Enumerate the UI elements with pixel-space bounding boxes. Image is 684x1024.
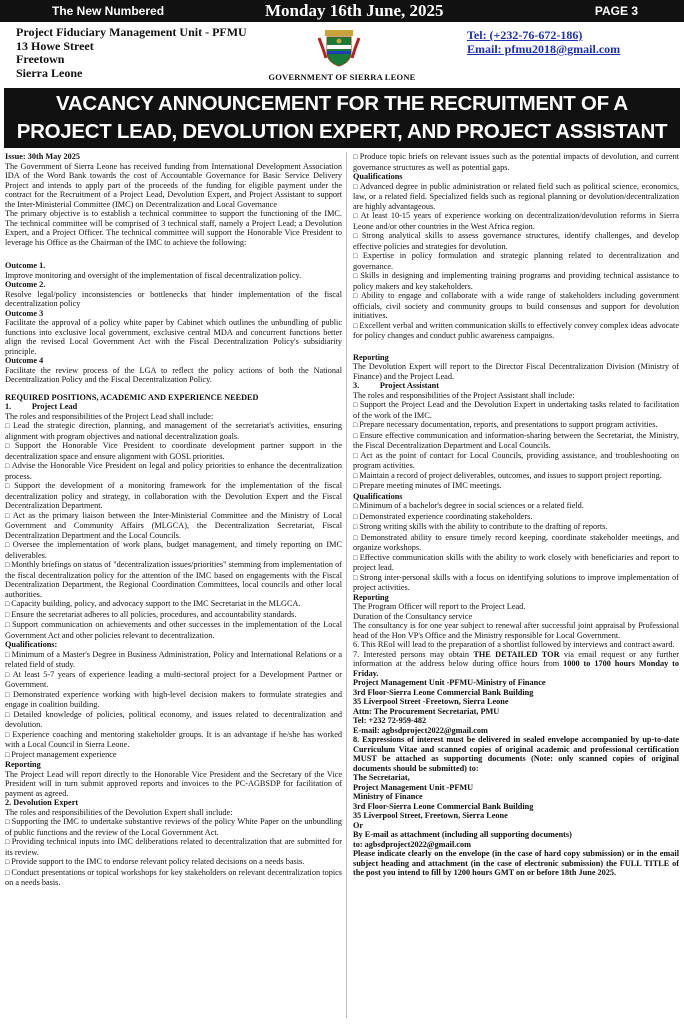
tor-paragraph: 7. Interested persons may obtain THE DETAILED TOR via email request or any further information at the address below during office hours from 1000 to 1700 hours Monday to Friday. [353, 649, 679, 678]
list-item: □ Prepare meeting minutes of IMC meetings. [353, 481, 679, 492]
list-item: □ Demonstrated experience coordinating stakeholders. [353, 512, 679, 523]
project-lead-heading: 1. Project Lead [5, 402, 78, 411]
column-divider [346, 152, 347, 1018]
outcome-3-heading: Outcome 3 [5, 308, 44, 318]
list-item: □ Project management experience [5, 750, 342, 761]
list-item: □ Advise the Honorable Vice President on legal and policy priorities to enhance the decentralization process. [5, 461, 342, 481]
outcome-3-text: Facilitate the approval of a policy white paper by Cabinet which outlines the unbundling of public functions into exclusive local government, exclusive central MDA and concurrent functions better align the revised Local Government Act with the Fiscal Decentralization Policy's subsidiarity principle. [5, 318, 342, 356]
list-item: □ Demonstrated experience working with high-level decision makers to formulate strategies and engage in coalition building. [5, 690, 342, 710]
outcome-4-heading: Outcome 4 [5, 356, 44, 365]
newspaper-name: The New Numbered [52, 4, 165, 18]
list-item: □ Ensure effective communication and information-sharing between the Secretariat, the Ministry, the Fiscal Decentralization Department and Local Councils. [353, 431, 679, 451]
list-item: □ Support the development of a monitoring framework for the implementation of the fiscal decentralization policy and strategy, in collaboration with the Devolution Expert and the Fiscal Decentralization Department. [5, 481, 342, 511]
outcome-1-text: Improve monitoring and oversight of the implementation of fiscal decentralization policy. [5, 270, 302, 280]
list-item: □ Support the Honorable Vice President to coordinate development partner support in the decentralization space and ensure alignment with GOSL priorities. [5, 441, 342, 461]
project-assistant-qualifications-heading: Qualifications [353, 491, 403, 501]
list-item: □ Ensure the secretariat adheres to all policies, procedures, and accountability standards. [5, 610, 342, 621]
devolution-expert-reporting-heading: Reporting [353, 352, 389, 362]
list-item: □ Lead the strategic direction, planning, and management of the secretariat's activities, ensuring alignment with program objectives and national decentralization goals. [5, 421, 342, 441]
list-item: □ Minimum of a Master's Degree in Business Administration, Policy and International Relations or a related field of study. [5, 650, 342, 670]
pmu-telephone: Tel: +232 72-959-482 [353, 716, 427, 725]
issue-line: Issue: 30th May 2025 [5, 152, 80, 161]
project-assistant-intro: The roles and responsibilities of the Project Assistant shall include: [353, 390, 575, 400]
submission-paragraph: 8. Expressions of interest must be delivered in sealed envelope accompanied by up-to-date Curriculum Vitae and scanned copies of original academic and professional certification MUST be attached as supporting documents (Note: only scanned copies of original documents should be submitted) to: [353, 735, 679, 773]
duration-heading: Duration of the Consultancy service [353, 611, 473, 621]
outcome-1-heading: Outcome 1. [5, 261, 46, 270]
contact-info [467, 28, 620, 56]
submission-email[interactable]: to: agbsdproject2022@gmail.com [353, 839, 471, 849]
list-item: □ Advanced degree in public administration or related field such as political science, economics, law, or a related field. Specialized fields such as regional planning or devolution/decentralization are highly advantageous. [353, 182, 679, 212]
list-item: □ Skills in designing and implementing training programs and providing technical assistance to policy makers and key stakeholders. [353, 271, 679, 291]
outcome-2-heading: Outcome 2. [5, 280, 46, 289]
list-item: □ Provide support to the IMC to endorse relevant policy related decisions on a needs basis. [5, 857, 342, 868]
project-assistant-reporting-text: The Program Officer will report to the Project Lead. [353, 602, 526, 611]
devolution-expert-heading: 2. Devolution Expert [5, 798, 79, 807]
vacancy-title-banner: VACANCY ANNOUNCEMENT FOR THE RECRUITMENT OF A PROJECT LEAD, DEVOLUTION EXPERT, AND PROJECT ASSISTANT [4, 88, 680, 148]
project-lead-intro: The roles and responsibilities of the Project Lead shall include: [5, 411, 214, 421]
list-item: □ Expertise in policy formulation and strategic planning related to decentralization and governance. [353, 251, 679, 271]
outcome-2-text: Resolve legal/policy inconsistencies or bottlenecks that hinder implementation of the fiscal decentralization policy [5, 289, 342, 308]
list-item: □ Strong analytical skills to assess governance structures, identify challenges, and develop effective policies and strategies for devolution. [353, 231, 679, 251]
telephone-link[interactable]: Tel: (+232-76-672-186) [467, 28, 583, 42]
list-item: □ Oversee the implementation of work plans, budget management, and timely reporting on IMC deliverables. [5, 540, 342, 560]
list-item: □ Supporting the IMC to undertake substantive reviews of the policy White Paper on the unbundling of public functions and the review of the Local Government Act. [5, 817, 342, 837]
list-item: □ Act as the primary liaison between the Inter-Ministerial Committee and the Ministry of Local Government and Community Affairs (MLGCA), the Decentralization Secretariat, Fiscal Decentralization Department and the Local Councils. [5, 511, 342, 541]
intro-paragraph: The Government of Sierra Leone has received funding from International Development Association IDA of the Word Bank towards the cost of Accountable Governance for Basic Service Delivery Project and intends to apply part of the proceeds of the funding for eligible payment under the contract for the Recruitment of a Project Lead, Devolution Expert, and Project Assistant to support the Inter-Ministerial Committee (IMC) on Decentralization and Local Governance [5, 161, 342, 209]
deadline-paragraph: Please indicate clearly on the envelope (in the case of hard copy submission) or in the email subject heading and attachment (in the case of electronic submission) the FULL TITLE of the post you intend to fill by 1200 hours GMT on or before 18th June 2025. [353, 849, 679, 877]
list-item: □ Minimum of a bachelor's degree in social sciences or a related field. [353, 501, 679, 512]
list-item: □ Monthly briefings on status of "decentralization issues/priorities" stemming from implementation of the fiscal decentralization policy for the attention of the IMC based on engagements with the Fiscal Decentralization Department, the Regional Coordination Committees, local councils and other local authorities. [5, 560, 342, 599]
letterhead [0, 22, 684, 88]
list-item: □ Prepare necessary documentation, reports, and presentations to support program activities. [353, 420, 679, 431]
list-item: □ Support the Project Lead and the Devolution Expert in undertaking tasks related to facilitation of the work of the IMC. [353, 400, 679, 420]
outcome-4-text: Facilitate the review process of the LGA to reflect the policy actions of both the National Decentralization Policy and the Fiscal Decentralization Policy. [5, 365, 342, 384]
list-item: □ Strong writing skills with the ability to contribute to the drafting of reports. [353, 522, 679, 533]
coat-of-arms-icon [317, 28, 361, 68]
positions-heading: REQUIRED POSITIONS, ACADEMIC AND EXPERIENCE NEEDED [5, 392, 259, 402]
page-number: PAGE 3 [594, 4, 638, 18]
shortlist-paragraph: 6. This REoI will lead to the preparation of a shortlist followed by interviews and contract award. [353, 640, 675, 649]
pmu-email[interactable]: E-mail: agbsdproject2022@gmail.com [353, 725, 488, 735]
devolution-expert-qualifications-heading: Qualifications [353, 172, 403, 181]
list-item: □ Capacity building, policy, and advocacy support to the IMC Secretariat in the MLGCA. [5, 599, 342, 610]
email-submission-line: By E-mail as attachment (including all supporting documents) [353, 830, 572, 839]
list-item: □ Ability to engage and collaborate with a wide range of stakeholders including government officials, civil society and community groups to build consensus and support for devolution initiatives. [353, 291, 679, 321]
project-lead-reporting-heading: Reporting [5, 760, 41, 769]
pmu-address: Project Management Unit -PFMU-Ministry of Finance 3rd Floor-Sierra Leone Commercial Bank Building 35 Liverpool Street -Freetown, Sierra Leone Attn: The Procurement Secretariat, PMU Tel: +232 72-959-482 E-mail: agbsdproject2022@gmail.com [353, 678, 679, 735]
list-item: □ Demonstrated ability to ensure timely record keeping, coordinate stakeholder meetings, and organize workshops. [353, 533, 679, 553]
masthead-bar [0, 0, 684, 22]
devolution-expert-reporting-text: The Devolution Expert will report to the Director Fiscal Decentralization Division (Ministry of Finance) and the Project Lead. [353, 362, 679, 381]
issue-date: Monday 16th June, 2025 [265, 1, 444, 20]
list-item: □ Support communication on achievements and other successes in the implementation of the Local Government Act and other policies relevant to decentralization. [5, 620, 342, 640]
left-column [5, 152, 342, 888]
list-item: □ At least 5-7 years of experience leading a multi-sectoral project for a Development Partner or Government. [5, 670, 342, 690]
objective-paragraph: The primary objective is to establish a technical committee to support the functioning of the IMC. The technical committee will be comprised of 3 technical staff, namely a Project Lead; a Devolution Expert, and a Project Officer. The technical committee will support the Honorable Vice President to leverage his Office as the Chairman of the IMC to achieve the following: [5, 209, 342, 247]
project-assistant-reporting-heading: Reporting [353, 592, 389, 602]
project-lead-reporting-text: The Project Lead will report directly to the Honorable Vice President and the Secretary of the Vice President will in turn submit approved reports and invoices to the PC-AGBSDP for facilitation of payment as agreed. [5, 769, 342, 798]
list-item: □ Providing technical inputs into IMC deliberations related to decentralization that are submitted for its review. [5, 837, 342, 857]
secretariat-address: The Secretariat, Project Management Unit -PFMU Ministry of Finance 3rd Floor-Sierra Leone Commercial Bank Building 35 Liverpool Street, Freetown, Sierra Leone Or By E-mail as attachment (including all supporting documents) to: agbsdproject2022@gmail.com [353, 773, 679, 849]
government-label: GOVERNMENT OF SIERRA LEONE [268, 72, 416, 82]
list-item: □ Conduct presentations or topical workshops for key stakeholders on relevant decentralization topics on a needs basis. [5, 868, 342, 888]
list-item: □ Excellent verbal and written communication skills to effectively convey complex ideas advocate for policy changes and conduct public awareness campaigns. [353, 321, 679, 341]
right-column [353, 152, 679, 878]
list-item: □ Effective communication skills with the ability to work closely with beneficiaries and report to project lead. [353, 553, 679, 573]
sender-address: Project Fiduciary Management Unit - PFMU 13 Howe Street Freetown Sierra Leone [16, 25, 247, 80]
list-item: □ Maintain a record of project deliverables, outcomes, and issues to support project reporting. [353, 471, 679, 482]
list-item: □ Detailed knowledge of policies, political economy, and issues related to decentralization and devolution. [5, 710, 342, 730]
duration-text: The consultancy is for one year subject to renewal after successful joint appraisal by Professional head of the Hon VP's Office and the Ministry responsible for Local Government. [353, 621, 679, 640]
list-item: □ At least 10-15 years of experience working on decentralization/devolution reforms in Sierra Leone and/or other countries in the West Africa region. [353, 211, 679, 231]
list-item: □ Act as the point of contact for Local Councils, providing assistance, and troubleshooting on program activities. [353, 451, 679, 471]
list-item: □ Experience coaching and mentoring stakeholder groups. It is an advantage if he/she has worked with a Local Council in Sierra Leone. [5, 730, 342, 750]
project-assistant-heading: 3. Project Assistant [353, 381, 440, 390]
list-item: □ Produce topic briefs on relevant issues such as the potential impacts of devolution, and current governance structures as well as potential gaps. [353, 152, 679, 172]
list-item: □ Strong inter-personal skills with a focus on identifying solutions to improve implementation of project activities. [353, 573, 679, 593]
email-link[interactable]: Email: pfmu2018@gmail.com [467, 42, 621, 56]
devolution-expert-intro: The roles and responsibilities of the Devolution Expert shall include: [5, 807, 233, 817]
project-lead-qualifications-heading: Qualifications: [5, 640, 58, 649]
